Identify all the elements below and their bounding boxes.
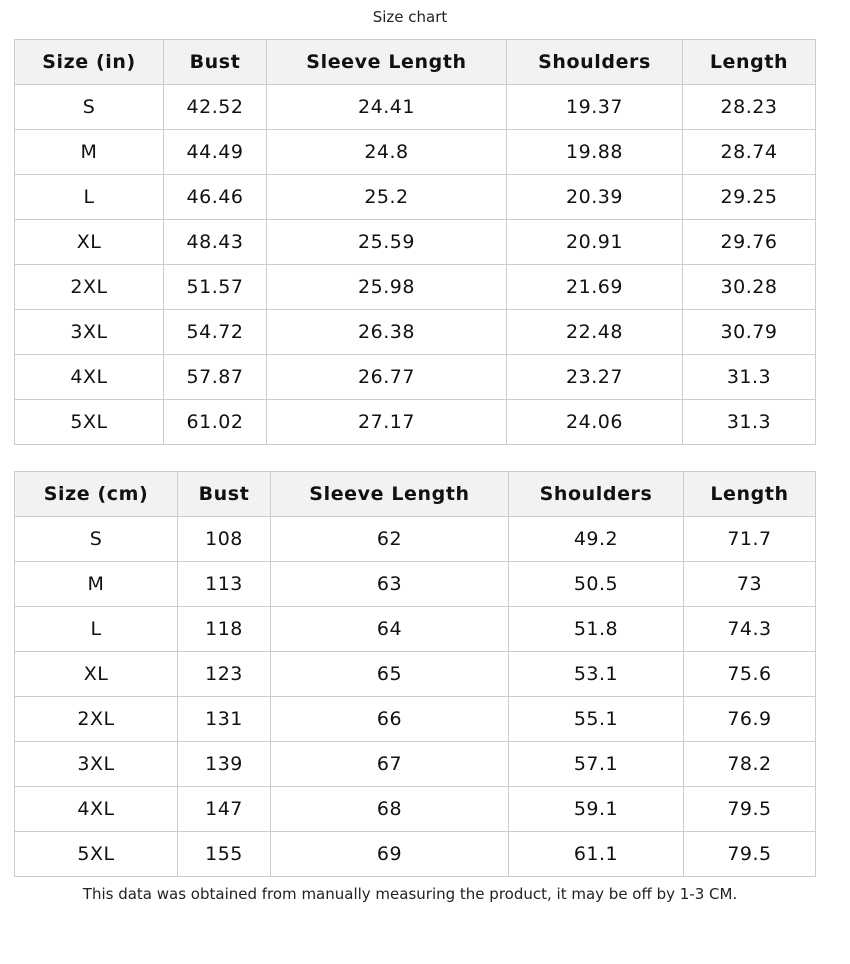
cell-sleeve-length: 63 (271, 562, 509, 607)
cell-size: 4XL (15, 787, 178, 832)
cell-length: 29.25 (683, 175, 816, 220)
table-row (15, 517, 816, 562)
cell-length: 31.3 (683, 400, 816, 445)
header-sleeve-length: Sleeve Length (271, 472, 509, 517)
cell-bust: 42.52 (164, 85, 267, 130)
cell-size: L (15, 175, 164, 220)
cell-shoulders: 51.8 (509, 607, 684, 652)
cell-bust: 44.49 (164, 130, 267, 175)
table-row (15, 265, 816, 310)
cell-bust: 57.87 (164, 355, 267, 400)
cell-bust: 131 (178, 697, 271, 742)
cell-size: M (15, 130, 164, 175)
cell-shoulders: 53.1 (509, 652, 684, 697)
cell-size: 4XL (15, 355, 164, 400)
cell-length: 28.23 (683, 85, 816, 130)
header-shoulders: Shoulders (509, 472, 684, 517)
header-shoulders: Shoulders (507, 40, 683, 85)
table-header-row (15, 472, 816, 517)
table-row (15, 697, 816, 742)
cell-sleeve-length: 65 (271, 652, 509, 697)
table-header-row (15, 40, 816, 85)
cell-sleeve-length: 68 (271, 787, 509, 832)
cell-size: S (15, 85, 164, 130)
table-row (15, 175, 816, 220)
cell-sleeve-length: 24.8 (267, 130, 507, 175)
cell-shoulders: 19.88 (507, 130, 683, 175)
cell-bust: 46.46 (164, 175, 267, 220)
cell-bust: 54.72 (164, 310, 267, 355)
cell-shoulders: 23.27 (507, 355, 683, 400)
cell-sleeve-length: 64 (271, 607, 509, 652)
cell-bust: 108 (178, 517, 271, 562)
cell-shoulders: 20.91 (507, 220, 683, 265)
table-row (15, 607, 816, 652)
cell-size: M (15, 562, 178, 607)
cell-length: 31.3 (683, 355, 816, 400)
table-row (15, 742, 816, 787)
cell-sleeve-length: 67 (271, 742, 509, 787)
cell-bust: 48.43 (164, 220, 267, 265)
cell-sleeve-length: 69 (271, 832, 509, 877)
header-sleeve-length: Sleeve Length (267, 40, 507, 85)
header-length: Length (684, 472, 816, 517)
chart-title: Size chart (372, 8, 448, 26)
table-row (15, 832, 816, 877)
cell-length: 79.5 (684, 832, 816, 877)
table-row (15, 652, 816, 697)
table-row (15, 562, 816, 607)
cell-shoulders: 20.39 (507, 175, 683, 220)
cell-length: 73 (684, 562, 816, 607)
cell-length: 28.74 (683, 130, 816, 175)
header-size: Size (in) (15, 40, 164, 85)
table-row (15, 400, 816, 445)
cell-size: S (15, 517, 178, 562)
table-row (15, 130, 816, 175)
header-length: Length (683, 40, 816, 85)
cell-length: 76.9 (684, 697, 816, 742)
header-bust: Bust (178, 472, 271, 517)
cell-bust: 61.02 (164, 400, 267, 445)
cell-length: 78.2 (684, 742, 816, 787)
cell-sleeve-length: 24.41 (267, 85, 507, 130)
cell-bust: 139 (178, 742, 271, 787)
cell-size: 5XL (15, 400, 164, 445)
table-row (15, 85, 816, 130)
cell-bust: 147 (178, 787, 271, 832)
header-bust: Bust (164, 40, 267, 85)
cell-sleeve-length: 25.2 (267, 175, 507, 220)
table-row (15, 220, 816, 265)
cell-length: 75.6 (684, 652, 816, 697)
cell-sleeve-length: 26.38 (267, 310, 507, 355)
cell-sleeve-length: 25.98 (267, 265, 507, 310)
cell-sleeve-length: 62 (271, 517, 509, 562)
cell-shoulders: 49.2 (509, 517, 684, 562)
table-row (15, 787, 816, 832)
measurement-disclaimer: This data was obtained from manually measuring the product, it may be off by 1-3 CM. (82, 885, 738, 903)
cell-shoulders: 19.37 (507, 85, 683, 130)
cell-size: 2XL (15, 265, 164, 310)
cell-shoulders: 57.1 (509, 742, 684, 787)
cell-shoulders: 55.1 (509, 697, 684, 742)
cell-shoulders: 21.69 (507, 265, 683, 310)
cell-size: 5XL (15, 832, 178, 877)
cell-shoulders: 22.48 (507, 310, 683, 355)
size-table-centimeters (14, 471, 816, 877)
cell-shoulders: 24.06 (507, 400, 683, 445)
cell-size: L (15, 607, 178, 652)
size-table-inches (14, 39, 816, 445)
cell-shoulders: 61.1 (509, 832, 684, 877)
cell-bust: 118 (178, 607, 271, 652)
cell-shoulders: 50.5 (509, 562, 684, 607)
table-row (15, 310, 816, 355)
cell-length: 30.28 (683, 265, 816, 310)
cell-bust: 123 (178, 652, 271, 697)
cell-length: 29.76 (683, 220, 816, 265)
cell-length: 71.7 (684, 517, 816, 562)
cell-bust: 155 (178, 832, 271, 877)
cell-size: 3XL (15, 310, 164, 355)
cell-length: 79.5 (684, 787, 816, 832)
cell-sleeve-length: 26.77 (267, 355, 507, 400)
cell-bust: 51.57 (164, 265, 267, 310)
header-size: Size (cm) (15, 472, 178, 517)
cell-length: 74.3 (684, 607, 816, 652)
cell-size: 3XL (15, 742, 178, 787)
cell-shoulders: 59.1 (509, 787, 684, 832)
cell-sleeve-length: 66 (271, 697, 509, 742)
cell-size: 2XL (15, 697, 178, 742)
cell-size: XL (15, 220, 164, 265)
cell-sleeve-length: 27.17 (267, 400, 507, 445)
cell-sleeve-length: 25.59 (267, 220, 507, 265)
table-row (15, 355, 816, 400)
cell-bust: 113 (178, 562, 271, 607)
cell-size: XL (15, 652, 178, 697)
cell-length: 30.79 (683, 310, 816, 355)
